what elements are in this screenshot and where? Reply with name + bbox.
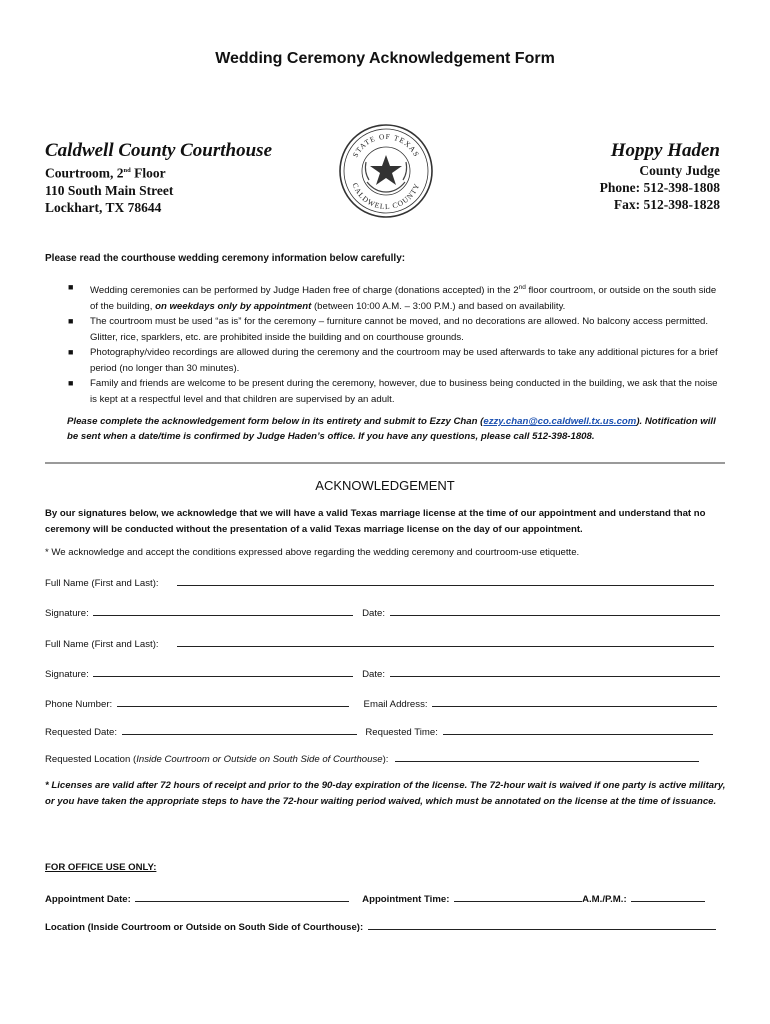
judge-fax: Fax: 512-398-1828 (613, 197, 720, 212)
bullet-icon: ■ (68, 347, 74, 358)
courthouse-address (45, 162, 173, 216)
contact-row: Phone Number: Email Address: (45, 697, 717, 710)
bullet-icon: ■ (68, 316, 74, 327)
submission-note: Please complete the acknowledgement form below in its entirety and submit to Ezzy Chan (ezzy.chan@co.caldwell.tx.us.com). Notification will be sent when a date/time is confirmed by Judge Haden’s office. If you have any questions, please call 512-398-1808. (67, 416, 716, 442)
bullet-icon: ■ (68, 282, 74, 292)
judge-phone: Phone: 512-398-1808 (599, 180, 720, 195)
full-name-field-1[interactable] (177, 576, 714, 586)
acknowledgement-paragraph: By our signatures below, we acknowledge that we will have a valid Texas marriage license at the time of our appointment and understand that no ceremony will be conducted without the presentation of a valid Texas marriage license on the day of our appointment. (45, 508, 706, 535)
county-seal-icon (337, 122, 435, 220)
requested-location-field[interactable] (395, 752, 699, 762)
signature-field-2[interactable] (93, 667, 353, 677)
requested-date-field[interactable] (122, 725, 357, 735)
full-name-row-1: Full Name (First and Last): (45, 576, 714, 589)
acknowledgement-heading: ACKNOWLEDGEMENT (315, 478, 455, 493)
judge-name: Hoppy Haden (610, 140, 720, 161)
appointment-row: Appointment Date: Appointment Time: A.M./P.M.: (45, 892, 705, 905)
courthouse-line2: 110 South Main Street (45, 182, 174, 198)
signature-row-2: Signature: Date: (45, 667, 720, 680)
courthouse-line3: Lockhart, TX 78644 (45, 199, 162, 215)
signature-field-1[interactable] (93, 606, 353, 616)
appointment-date-field[interactable] (135, 892, 349, 902)
list-item: ■ Photography/video recordings are allowed during the ceremony and the courtroom may be used afterwards to take any additional pictures for a brief period (no longer than 30 minutes). (68, 347, 718, 374)
courthouse-line1: Courtroom, 2nd Floor (45, 165, 166, 181)
am-pm-field[interactable] (631, 892, 705, 902)
svg-text:STATE OF TEXAS: STATE OF TEXAS (350, 131, 422, 159)
courthouse-name: Caldwell County Courthouse (45, 140, 273, 161)
requested-location-row: Requested Location (Inside Courtroom or Outside on South Side of Courthouse): (45, 752, 699, 765)
form-title: Wedding Ceremony Acknowledgement Form (215, 50, 555, 67)
license-note: * Licenses are valid after 72 hours of receipt and prior to the 90-day expiration of the license. The 72-hour wait is waived if one party is active military, or you have taken the appropriate steps to have the 72-hour waiting period waived, which must be annotated on the license at the time of issuance. (45, 780, 726, 807)
office-location-field[interactable] (368, 920, 716, 930)
requested-time-field[interactable] (443, 725, 713, 735)
email-field[interactable] (432, 697, 717, 707)
intro-text: Please read the courthouse wedding ceremony information below carefully: (45, 253, 406, 264)
svg-text:CALDWELL COUNTY: CALDWELL COUNTY (350, 181, 422, 212)
office-use-heading: FOR OFFICE USE ONLY: (45, 862, 157, 873)
list-item: ■ Family and friends are welcome to be present during the ceremony, however, due to business being conducted in the building, we ask that the noise is kept at a respectful level and that children are supervised by an adult. (68, 378, 718, 405)
phone-field[interactable] (117, 697, 349, 707)
signature-row-1: Signature: Date: (45, 606, 720, 619)
judge-title: County Judge (639, 163, 720, 178)
date-field-1[interactable] (390, 606, 720, 616)
date-field-2[interactable] (390, 667, 720, 677)
list-item: ■ The courtroom must be used “as is” for the ceremony – furniture cannot be moved, and no decorations are allowed. No balcony access permitted. Glitter, rice, sparklers, etc. are prohibited inside the building and on courthouse grounds. (68, 316, 709, 343)
judge-info (600, 162, 720, 213)
acknowledgement-etiquette-line: * We acknowledge and accept the conditions expressed above regarding the wedding ceremony and courtroom-use etiquette. (45, 547, 580, 558)
section-divider (45, 462, 725, 464)
contact-email-link[interactable]: ezzy.chan@co.caldwell.tx.us.com (483, 416, 637, 427)
list-item: ■ Wedding ceremonies can be performed by Judge Haden free of charge (donations accepted) in the 2nd floor courtroom, or outside on the south side of the building, on weekdays only by appointment (between 10:00 A.M. – 3:00 P.M.) and based on availability. (68, 282, 717, 312)
full-name-field-2[interactable] (177, 637, 714, 647)
appointment-time-field[interactable] (454, 892, 582, 902)
requested-date-time-row: Requested Date: Requested Time: (45, 725, 713, 738)
bullet-icon: ■ (68, 378, 74, 389)
full-name-row-2: Full Name (First and Last): (45, 637, 714, 650)
office-location-row: Location (Inside Courtroom or Outside on South Side of Courthouse): (45, 920, 716, 933)
info-bullet-list (45, 280, 725, 407)
